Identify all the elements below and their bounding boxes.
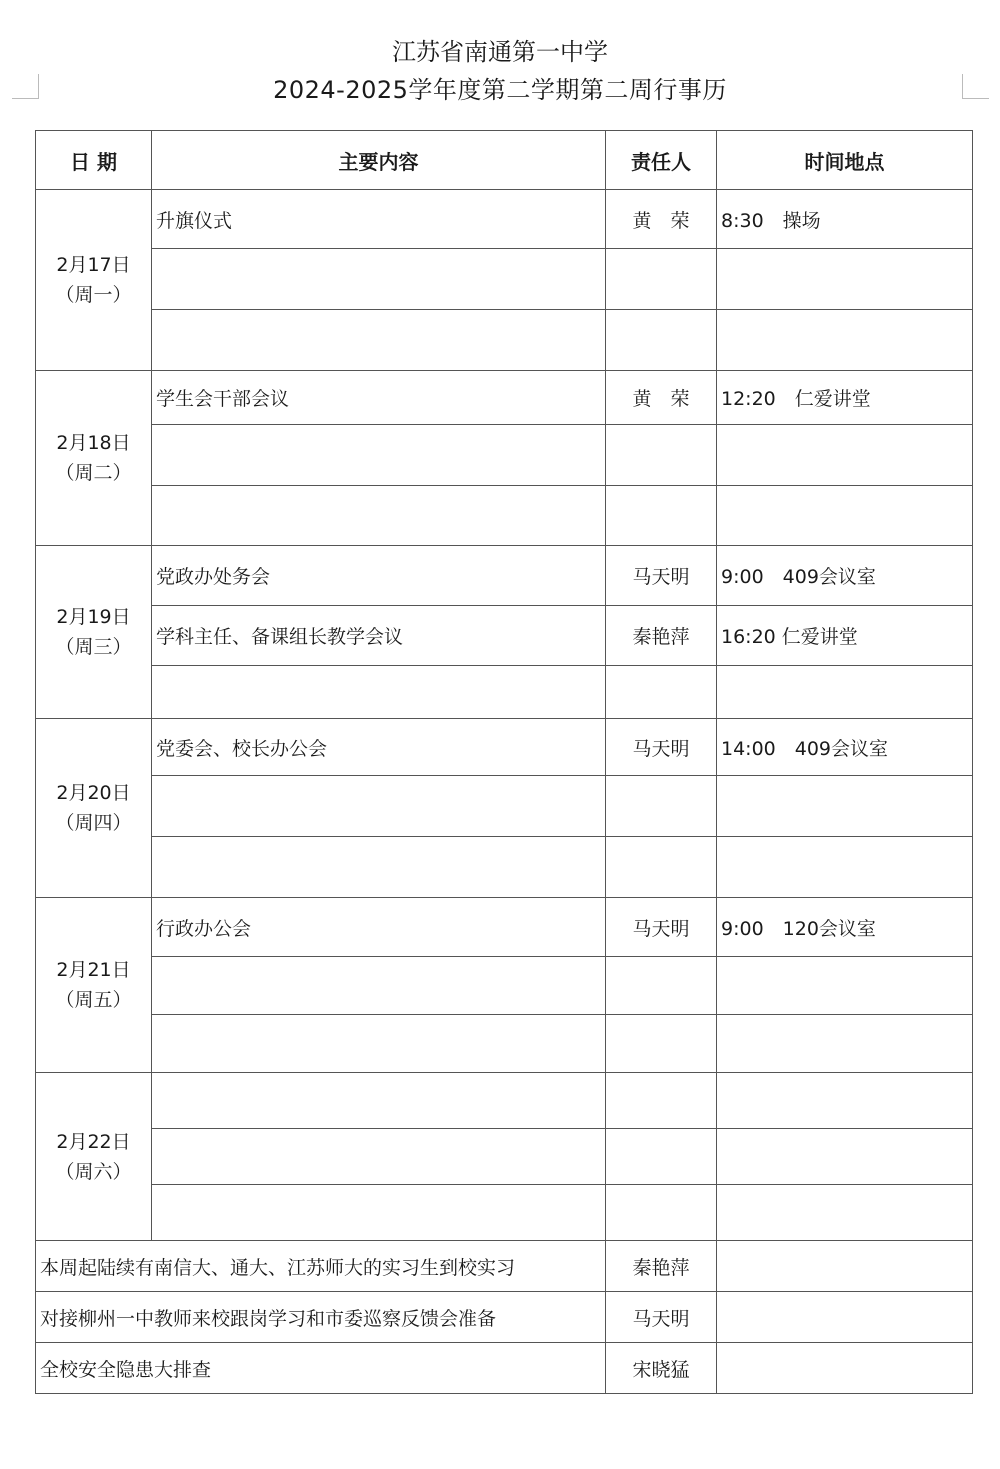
table-row <box>36 776 973 837</box>
school-name: 江苏省南通第一中学 <box>392 38 608 66</box>
content-cell <box>152 1073 606 1129</box>
note-content-cell: 全校安全隐患大排查 <box>36 1343 606 1394</box>
person-cell: 马天明 <box>606 898 717 957</box>
time-place-cell: 14:00 409会议室 <box>717 719 973 776</box>
content-cell <box>152 1129 606 1185</box>
content-cell <box>152 425 606 486</box>
content-cell <box>152 249 606 310</box>
date-cell <box>36 719 152 898</box>
weekday-label: （周五） <box>55 989 132 1011</box>
date-cell <box>36 1073 152 1241</box>
time-place-cell <box>717 776 973 837</box>
table-row <box>36 1185 973 1241</box>
time-place-cell <box>717 1073 973 1129</box>
content-cell <box>152 666 606 719</box>
person-cell <box>606 1073 717 1129</box>
note-row <box>36 1292 973 1343</box>
content-cell: 学生会干部会议 <box>152 371 606 425</box>
content-cell <box>152 486 606 546</box>
time-place-cell <box>717 1129 973 1185</box>
time-place-cell <box>717 1185 973 1241</box>
content-cell: 升旗仪式 <box>152 190 606 249</box>
person-cell <box>606 486 717 546</box>
table-row <box>36 190 973 249</box>
table-row <box>36 546 973 606</box>
table-row <box>36 719 973 776</box>
time-place-cell <box>717 1015 973 1073</box>
content-cell <box>152 310 606 371</box>
weekday-label: （周六） <box>55 1160 132 1183</box>
weekday-label: （周二） <box>55 462 132 484</box>
table-row <box>36 1129 973 1185</box>
person-cell <box>606 957 717 1015</box>
weekday-label: （周三） <box>55 636 132 658</box>
person-cell <box>606 249 717 310</box>
weekday-label: （周四） <box>55 812 132 834</box>
content-cell <box>152 957 606 1015</box>
date-cell <box>36 190 152 371</box>
note-row <box>36 1343 973 1394</box>
table-row <box>36 249 973 310</box>
person-cell: 黄 荣 <box>606 190 717 249</box>
table-row <box>36 425 973 486</box>
note-person-cell: 宋晓猛 <box>606 1343 717 1394</box>
person-cell <box>606 425 717 486</box>
content-cell <box>152 1015 606 1073</box>
table-row <box>36 371 973 425</box>
content-cell: 学科主任、备课组长教学会议 <box>152 606 606 666</box>
person-cell <box>606 310 717 371</box>
person-cell: 秦艳萍 <box>606 606 717 666</box>
date-label: 2月17日 <box>56 254 131 276</box>
person-cell <box>606 776 717 837</box>
time-place-cell <box>717 249 973 310</box>
date-cell <box>36 546 152 719</box>
table-row <box>36 1073 973 1129</box>
person-cell <box>606 1129 717 1185</box>
time-place-cell: 12:20 仁爱讲堂 <box>717 371 973 425</box>
weekday-label: （周一） <box>55 284 132 306</box>
date-label: 2月22日 <box>56 1130 131 1153</box>
table-row <box>36 666 973 719</box>
header-date: 日 期 <box>36 131 152 190</box>
time-place-cell: 9:00 409会议室 <box>717 546 973 606</box>
table-row <box>36 1015 973 1073</box>
calendar-body <box>36 190 973 1394</box>
content-cell <box>152 837 606 898</box>
table-row <box>36 898 973 957</box>
note-time-place-cell <box>717 1241 973 1292</box>
person-cell <box>606 1015 717 1073</box>
table-row <box>36 486 973 546</box>
time-place-cell: 9:00 120会议室 <box>717 898 973 957</box>
note-time-place-cell <box>717 1292 973 1343</box>
time-place-cell <box>717 310 973 371</box>
person-cell <box>606 1185 717 1241</box>
person-cell <box>606 666 717 719</box>
note-person-cell: 马天明 <box>606 1292 717 1343</box>
table-row <box>36 837 973 898</box>
date-label: 2月18日 <box>56 432 131 454</box>
date-label: 2月21日 <box>56 959 131 981</box>
header-time-place: 时间地点 <box>717 131 973 190</box>
time-place-cell <box>717 957 973 1015</box>
date-label: 2月20日 <box>56 782 131 804</box>
note-content-cell: 对接柳州一中教师来校跟岗学习和市委巡察反馈会准备 <box>36 1292 606 1343</box>
date-cell <box>36 371 152 546</box>
time-place-cell: 16:20 仁爱讲堂 <box>717 606 973 666</box>
content-cell: 党政办处务会 <box>152 546 606 606</box>
weekly-calendar-table <box>35 130 973 1394</box>
content-cell <box>152 1185 606 1241</box>
person-cell: 马天明 <box>606 719 717 776</box>
header-content: 主要内容 <box>152 131 606 190</box>
note-person-cell: 秦艳萍 <box>606 1241 717 1292</box>
date-label: 2月19日 <box>56 606 131 628</box>
time-place-cell: 8:30 操场 <box>717 190 973 249</box>
table-row <box>36 310 973 371</box>
time-place-cell <box>717 486 973 546</box>
note-content-cell: 本周起陆续有南信大、通大、江苏师大的实习生到校实习 <box>36 1241 606 1292</box>
page-corner-mark-left <box>12 74 39 99</box>
content-cell: 行政办公会 <box>152 898 606 957</box>
person-cell: 黄 荣 <box>606 371 717 425</box>
table-row <box>36 957 973 1015</box>
time-place-cell <box>717 837 973 898</box>
header-row <box>36 131 973 190</box>
time-place-cell <box>717 425 973 486</box>
time-place-cell <box>717 666 973 719</box>
calendar-title: 2024-2025学年度第二学期第二周行事历 <box>273 76 727 104</box>
person-cell <box>606 837 717 898</box>
page-corner-mark-right <box>962 74 989 99</box>
content-cell: 党委会、校长办公会 <box>152 719 606 776</box>
header-person: 责任人 <box>606 131 717 190</box>
table-row <box>36 606 973 666</box>
note-time-place-cell <box>717 1343 973 1394</box>
content-cell <box>152 776 606 837</box>
person-cell: 马天明 <box>606 546 717 606</box>
date-cell <box>36 898 152 1073</box>
note-row <box>36 1241 973 1292</box>
